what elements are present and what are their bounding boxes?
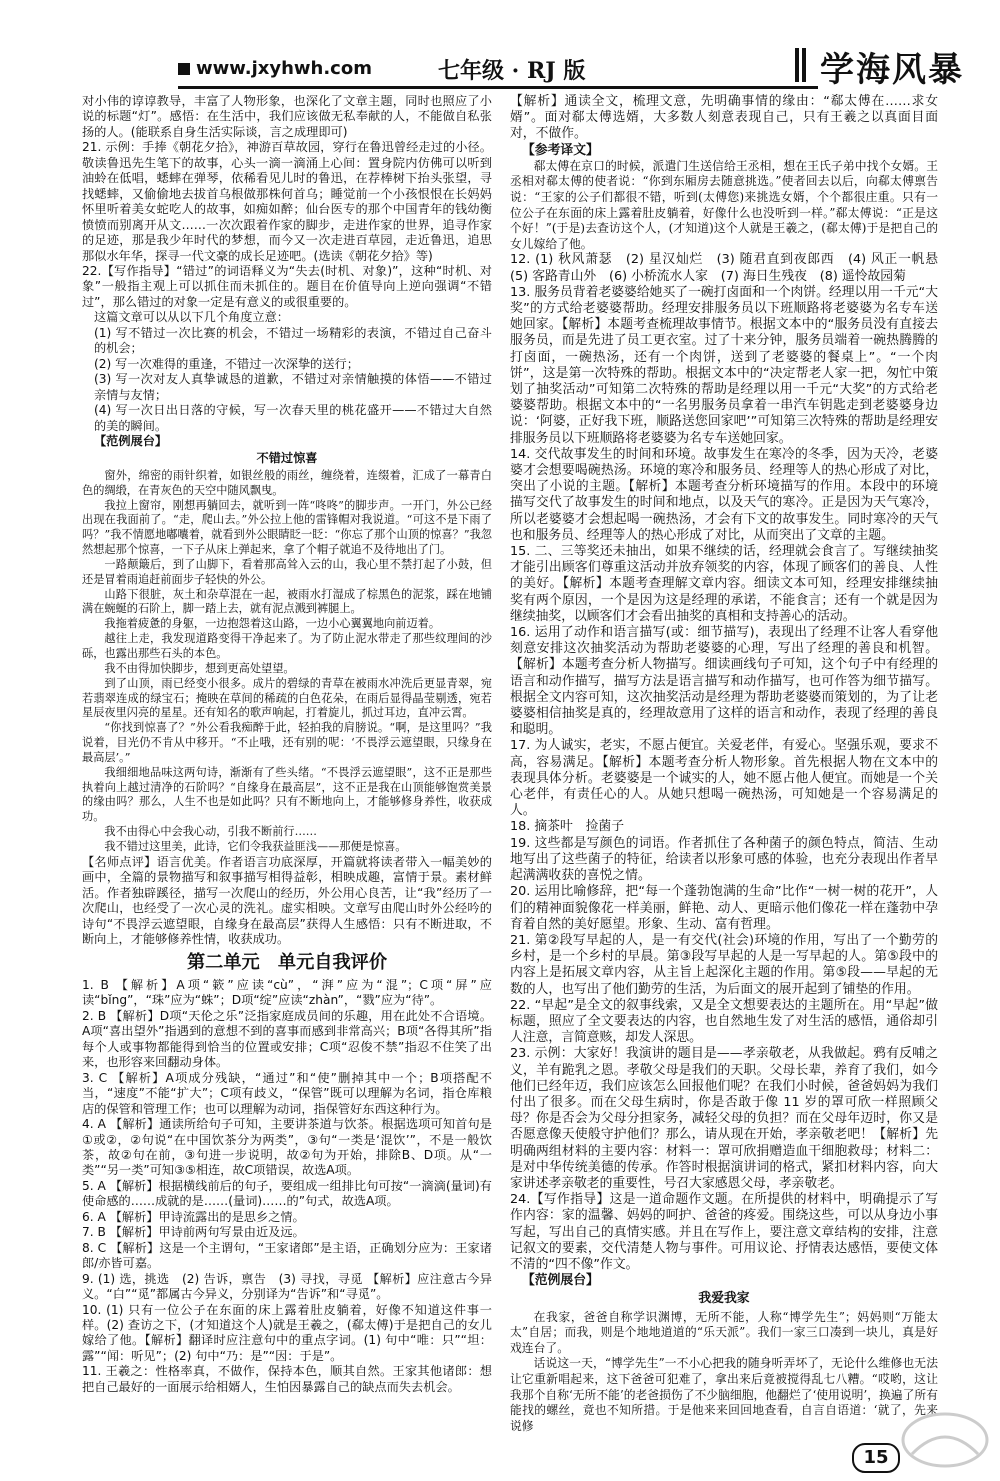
answer-item: 1. B 【解析】A项“簌”应读“cù”，“湃”应为“混”；C项“屏”应读“bǐng”，“珠”应为“蛛”；D项“绽”应读“zhàn”，“戮”应为“待”。 — [82, 977, 492, 1008]
essay-paragraph: 我拉上窗帘，刚想再躺回去，就听到一阵“咚咚”的脚步声。一开门，外公已经出现在我面前了。“走，爬山去。”外公拉上他的雷锋帽对我说道。“可这不是下雨了吗？”我不情愿地嘟囔着，就看到外公眼睛眨一眨：“你忘了那个山顶的惊喜？”我忽然想起那个惊喜，一下子从床上弹起来，拿了个帽子就追不及待地出了门。 — [82, 498, 492, 557]
site-url: www.jxyhwh.com — [178, 58, 372, 79]
watermark-logo — [900, 1410, 990, 1476]
page-number: 15 — [852, 1443, 900, 1473]
answer-item: 16. 运用了动作和语言描写(或：细节描写)，表现出了经理不让客人看穿他刻意安排这次抽奖活动为帮助老婆婆的心理，写出了经理的善良和机智。【解析】本题考查分析人物描写。细读画线句子可知，这个句子中有经理的语言和动作描写，描写方法是语言描写和动作描写，也可作答为细节描写。根据全文内容可知，这次抽奖活动是经理为帮助老婆婆而策划的，为了让老婆婆相信抽奖是真的，经理故意用了这样的语言和动作，表现了经理的善良和聪明。 — [510, 625, 938, 738]
text-line: (4) 写一次日出日落的守候，写一次春天里的桃花盛开——不错过大自然的美的瞬间。 — [94, 403, 492, 433]
essay-paragraph: 窗外，绵密的雨针织着，如银丝般的雨丝，缠绕着，连缀着，汇成了一幕青白色的绸缎，在青灰色的天空中随风飘曳。 — [82, 468, 492, 497]
answer-item: 21. 第②段写早起的人，是一有交代(社会)环境的作用，写出了一个勤劳的乡村，是一个乡村的早晨。第③段写早起的人是一写早起的人。第⑤段中的内容上是拓展文章内容，从主旨上起深化主题的作用。第⑤段——早起的无数的人，也写出了他们勤劳的生活，为后面文的展开起到了铺垫的作用。 — [510, 932, 938, 997]
answer-item: 10. (1) 只有一位公子在东面的床上露着肚皮躺着，好像不知道这件事一样。(2) 查访之下，(才知道这个人)就是王羲之，(郗太傅)于是把自己的女儿嫁给了他。【解析】翻译时应注意句中的重点字词。(1) 句中“唯：只”“坦：露”“闻：听见”；(2) 句中“乃：是”“因：于是”。 — [82, 1302, 492, 1363]
essay-title: 不错过惊喜 — [256, 451, 318, 466]
essay-paragraph: 我拖着疲惫的身躯，一边抱怨着这山路，一边小心翼翼地向前迈着。 — [104, 617, 441, 631]
essay-title: 我爱我家 — [698, 1291, 750, 1307]
essay-paragraph: 山路下很脏，灰土和杂草混在一起，被雨水打湿成了棕黑色的泥浆，踩在地铺满在蜿蜒的石阶上，脚一踏上去，就有泥点溅到裤腿上。 — [82, 587, 492, 616]
answer-item: 3. C 【解析】A项成分残缺，“通过”和“使”删掉其中一个；B项搭配不当，“速度”不能“扩大”；C项有歧义，“保管”既可以理解为名词，指仓库粮店的保管和管理工作；也可以理解为动词，指保管好东西这种行为。 — [82, 1070, 492, 1116]
text-paragraph: 对小伟的谆谆教导，丰富了人物形象，也深化了文章主题，同时也照应了小说的标题“灯”。感悟：在生活中，我们应该做无私奉献的人，不能做自私张扬的人。(能联系自身生活实际谈，言之成理即可) — [82, 94, 492, 139]
essay-paragraph: 一路颠簸后，到了山脚下，看着那高耸入云的山，我心里不禁打起了小鼓，但还是冒着雨追赶前面步子轻快的外公。 — [82, 557, 492, 586]
essay-paragraph: 越往上走，我发现道路变得干净起来了。为了防止泥水带走了那些纹理间的沙砾，也露出那些石头的本色。 — [82, 632, 492, 660]
right-column — [510, 94, 951, 1434]
watermark-icon — [900, 1410, 990, 1470]
answer-item: 13. 服务员背着老婆婆给她买了一碗打卤面和一个肉饼。经理以用一千元“大奖”的方式给老婆婆帮助。经理安排服务员以下班顺路将老婆婆为名专车送她回家。【解析】本题考查梳理故事情节。根据文本中的“服务员没有直接去服务员，而是先进了员工更衣室。过了十来分钟，服务员端着一碗热腾腾的打卤面，一碗热汤，还有一个肉饼，送到了老婆婆的餐桌上”。“一个肉饼”，这是第一次特殊的帮助。根据文本中的“决定帮老人家一把，匆忙中策划了抽奖活动”可知第二次特殊的帮助是经理以用一千元“大奖”的方式给老婆婆帮助。根据文本中的“一名男服务员拿着一串汽车钥匙走到老婆婆身边说：‘阿婆，正好我下班，顺路送您回家吧’”可知第三次特殊的帮助是经理安排服务员以下班顺路将老婆婆为名专车送她回家。 — [510, 284, 938, 446]
answer-22: 22.【写作指导】“错过”的词语释义为“失去(时机、对象)”，这种“时机、对象”一般指主观上可以抓住而未抓住的。题目在价值导向上逆向强调“不错过”，那么错过的对象一定是有意义的或很重要的。 — [82, 263, 492, 309]
answer-item: 11. 王羲之：性格率真，不做作，保持本色，顺其自然。王家其他诸郎：想把自己最好的一面展示给相婿人，生怕因暴露自己的缺点而失去机会。 — [82, 1364, 492, 1394]
analysis-paragraph: 【解析】通读全文，梳理文意，先明确事情的缘由：“郗太傅在……求女婿”。面对郗太傅选婿，大多数人刻意表现自己，只有王羲之以真面目面对，不做作。 — [510, 94, 938, 142]
teacher-comment: 【名师点评】语言优美。作者语言功底深厚，开篇就将读者带入一幅美妙的画中，全篇的景物描写和叙事描写相得益彰，相映成趣，富情于景。素材鲜活。作者独辟蹊径，描写一次爬山的经历，外公用心良苦，让“我”经历了一次爬山，也经受了一次心灵的洗礼。虚实相映。文章写由爬山时外公经吟的诗句“不畏浮云遮望眼，自缘身在最高层”获得人生感悟：只有不断进取，不断向上，才能够修养性情，收获成功。 — [82, 854, 492, 947]
square-bullet-icon — [178, 63, 190, 75]
essay-paragraph: 在我家，爸爸自称学识渊博，无所不能，人称“博学先生”；妈妈则“万能太太”自居；而我，则是个地地道道的“乐天派”。我们一家三口凑到一块儿，真是好戏连台了。 — [510, 1309, 938, 1355]
answer-item: 9. (1) 选，挑选 (2) 告诉，禀告 (3) 寻找，寻觅 【解析】应注意古今异义。“白”“觅”都属古今异义，分别译为“告诉”和“寻觅”。 — [82, 1271, 492, 1302]
answer-item: 18. 摘茶叶 捡菌子 — [510, 819, 624, 835]
text-line: (3) 写一次对友人真挚诚恳的道歉，不错过对亲情触摸的体悟——不错过亲情与友情； — [94, 372, 492, 402]
answer-item: 20. 运用比喻修辞，把“每一个蓬勃饱满的生命”比作“一树一树的花开”，人们的精神面貌像花一样美丽，鲜艳、动人、更暗示他们像花一样在蓬勃中孕育着自然的美好愿望。形象、生动、富有哲理。 — [510, 884, 938, 932]
answer-21: 21. 示例：手捧《朝花夕拾》，神游百草故园，穿行在鲁迅曾经走过的小径。敬读鲁迅先生笔下的故事，心头一滴一滴涌上心间：置身院内仿佛可以听到油蛉在低唱，蟋蟀在弹琴，依稀看见儿时的鲁迅，在荐棒树下抬头张望，寻找蟋蟀，又偷偷地去拔首乌根做那株何首乌；睡觉前一个小孩恨恨在长妈妈怀里听着美女蛇吃人的故事，如痴如醉；仙台医专的那个中国青年的钱幼衡愤愤而别离开从文……一次次跟着作家的脚步，走进作家的世界，追寻作家的足迹，那是我少年时代的梦想，而今又一次走进百草园，走近鲁迅，追思那似水年华，探寻一代文豪的成长足迹吧。(选读《朝花夕拾》等) — [82, 140, 492, 263]
answer-item: 6. A 【解析】甲诗流露出的是思乡之情。 — [82, 1209, 305, 1224]
answer-item: 4. A 【解析】通读所给句子可知，主要讲茶道与饮茶。根据选项可知首句是①或②，②句说“在中国饮茶分为两类”，③句“一类是‘混饮’”，不是一般饮茶，故②句在前，③句进一步说明，故②句为开始，排除B、D项。从“一类”“另一类”可知③⑤相连，故C项错误，故选A项。 — [82, 1117, 492, 1178]
answer-item: 14. 交代故事发生的时间和环境。故事发生在寒冷的冬季，因为天冷，老婆婆才会想要喝碗热汤。环境的寒冷和服务员、经理等人的热心形成了对比，突出了小说的主题。【解析】本题考查分析环境描写的作用。本段中的环境描写交代了故事发生的时间和地点，以及天气的寒冷。正是因为天气寒冷，所以老婆婆才会想起喝一碗热汤，才会有下文的故事发生。同时寒冷的天气也和服务员、经理等人的热心形成了对比，从而突出了文章的主题。 — [510, 446, 938, 543]
text-line: (1) 写不错过一次比赛的机会，不错过一场精彩的表演，不错过自己奋斗的机会； — [94, 325, 492, 356]
text-line: (2) 写一次难得的重逢，不错过一次深挚的送行； — [94, 356, 359, 371]
answer-item: 17. 为人诚实，老实，不愿占便宜。关爱老伴，有爱心。坚强乐观，要求不高，容易满足。【解析】本题考查分析人物形象。首先根据人物在文本中的表现具体分析。老婆婆是一个诚实的人，她不愿占他人便宜。而她是一个关心老伴，有责任心的人。从她只想喝一碗热汤，可知她是一个容易满足的人。 — [510, 738, 938, 819]
answer-item: 5. A 【解析】根据横线前后的句子，要组成一组排比句可按“一滴滴(量词)有使命感的……成就的是……(量词)……的”句式，故选A项。 — [82, 1178, 492, 1209]
brand-bars-icon — [795, 48, 809, 86]
section-tag: 【范例展台】 — [94, 433, 168, 448]
page-header — [0, 0, 1000, 90]
answer-item: 2. B 【解析】D项“天伦之乐”泛指家庭成员间的乐趣，用在此处不合语境。A项“喜出望外”指遇到的意想不到的喜事而感到非常高兴；B项“各得其所”指每个人或事物都能得到恰当的位置或安排；C项“忍俊不禁”指忍不住笑了出来，也形容来回翻动身体。 — [82, 1008, 492, 1070]
essay-paragraph: 我不由得心中会我心动，引我不断前行…… — [104, 825, 317, 839]
answer-item: 23. 示例：大家好！我演讲的题目是——孝亲敬老，从我做起。鸦有反哺之义，羊有跪乳之恩。孝敬父母是我们的天职。父母长辈，养育了我们，如今他们已经年迈，我们应该怎么回报他们呢？在我们小时候，爸爸妈妈为我们付出了很多。而在父母生病时，你是否敢于像 11 岁的罩可欣一样照顾父母？你是否会为父母分担家务，减轻父母的负担？而在父母年迈时，你又是否愿意像天使般守护他们？那么，请从现在开始，孝亲敬老吧！【解析】先明确两组材料的主要内容：材料一：罩可欣捐赠造血干细胞救母；材料二：是对中华传统美德的传承。作答时根据演讲词的格式，紧扣材料内容，向大家讲述孝亲敬老的重要性，号召大家感恩父母，孝亲敬老。 — [510, 1046, 938, 1191]
answer-item: 12. (1) 秋风萧瑟 (2) 星汉灿烂 (3) 随君直到夜郎西 (4) 风正一帆悬 (5) 客路青山外 (6) 小桥流水人家 (7) 海日生残夜 (8) 遥怜故园菊 — [510, 252, 951, 284]
answer-item: 24.【写作指导】这是一道命题作文题。在所提供的材料中，明确提示了写作内容：家的温馨、妈妈的呵护、爸爸的疼爱。围绕这些，可以从身边小事写起，写出自己的真情实感。并且在写作上，要注意文章结构的安排，注意记叙文的要素，交代清楚人物与事件。可用议论、抒情表达感悟，要使文体不清的“四不像”作文。 — [510, 1192, 938, 1272]
essay-paragraph: “你找到惊喜了？”外公看我痴醉于此，轻拍我的肩膀说。“啊，是这里吗？”我说着，目光仍不肯从中移开。“不止哦，还有别的呢：‘不畏浮云遮望眼，只缘身在最高层’。” — [82, 721, 492, 764]
answer-item: 22. “早起”是全文的叙事线索，又是全文想要表达的主题所在。用“早起”做标题，照应了全文要表达的内容，也自然地生发了对生活的感悟，通俗却引人注意，言简意赅，却发人深思。 — [510, 997, 938, 1046]
answer-item: 15. 二、三等奖还未抽出，如果不继续的话，经理就会食言了。写继续抽奖才能引出顾客们尊重这活动并放弃领奖的内容，体现了顾客们的善良、人性的美好。【解析】本题考查理解文章内容。细读文本可知，经理安排继续抽奖有两个原因，一个是因为这是经理的承诺，不能食言；还有一个就是因为继续抽奖，以顾客们才会看出抽奖的真相和支持善心的活动。 — [510, 544, 938, 624]
text-line: 这篇文章可以从以下几个角度立意： — [94, 310, 289, 325]
grade-title: 七年级 · RJ 版 — [438, 58, 586, 84]
unit-heading: 第二单元 单元自我评价 — [186, 951, 388, 973]
essay-paragraph: 我不错过这里美，此诗，它们令我获益匪浅——那便是惊喜。 — [104, 839, 407, 853]
header-rule — [178, 86, 818, 89]
brand-logo: 学海风暴 — [820, 50, 964, 90]
essay-paragraph: 话说这一天，“博学先生”一不小心把我的随身听弄坏了，无论什么维修也无法让它重新唱起来，这下爸爸可犯难了，拿出来后竟被搅得乱七八糟。“哎哟，这让我那个自称‘无所不能’的老爸损伤了不少脑细胞，他翻烂了‘使用说明’，换遍了所有能找的螺丝，竟也不知所措。于是他来来回回地查看，自言自语道：‘就了，先来说修 — [510, 1356, 938, 1433]
left-column — [82, 94, 492, 1395]
answer-item: 19. 这些都是写颜色的词语。作者抓住了各种菌子的颜色特点，简洁、生动地写出了这些菌子的特征，给读者以形象可感的体验，也充分表现出作者早起满满收获的喜悦之情。 — [510, 835, 938, 884]
answer-item: 7. B 【解析】甲诗前两句写景由近及远。 — [82, 1225, 305, 1240]
section-tag: 【参考译文】 — [522, 142, 599, 158]
section-tag: 【范例展台】 — [522, 1273, 599, 1289]
translation-paragraph: 郗太傅在京口的时候，派遣门生送信给王丞相，想在王氏子弟中找个女婿。王丞相对郗太傅的使者说：“你到东厢房去随意挑选。”使者回去以后，向郗太傅禀告说：“王家的公子们都很不错，听到(太傅您)来挑选女婿，个个都很庄重。只有一位公子在东面的床上露着肚皮躺着，好像什么也没听到一样。”郗太傅说：“正是这个好！”(于是)去查访这个人，(才知道)这个人就是王羲之，(郗太傅)于是把自己的女儿嫁给了他。 — [510, 158, 938, 251]
answer-item: 8. C 【解析】这是一个主谓句，“王家诸郎”是主语，正确划分应为：王家诸郎/亦皆可嘉。 — [82, 1240, 492, 1271]
essay-paragraph: 我不由得加快脚步，想到更高处望望。 — [104, 661, 295, 675]
essay-paragraph: 我细细地品味这两句诗，渐渐有了些头绪。“不畏浮云遮望眼”，这不正是那些执着向上越过清净的石阶吗？“自缘身在最高层”，这不正是我在山顶能够饱赏美景的缘由吗？那么，人生不也是如此吗？只有不断地向上，才能够修身养性，收获成功。 — [82, 765, 492, 824]
essay-paragraph: 到了山顶，雨已经变小很多。成片的碧绿的青草在被雨水冲洗后更显青翠，宛若翡翠连成的绿宝石；掩映在草间的稀疏的白色花朵，在雨后显得晶莹剔透，宛若星辰夜里闪亮的星星。还有知名的歌声响起，打着旋儿，抓过耳边，直冲云霄。 — [82, 676, 492, 720]
